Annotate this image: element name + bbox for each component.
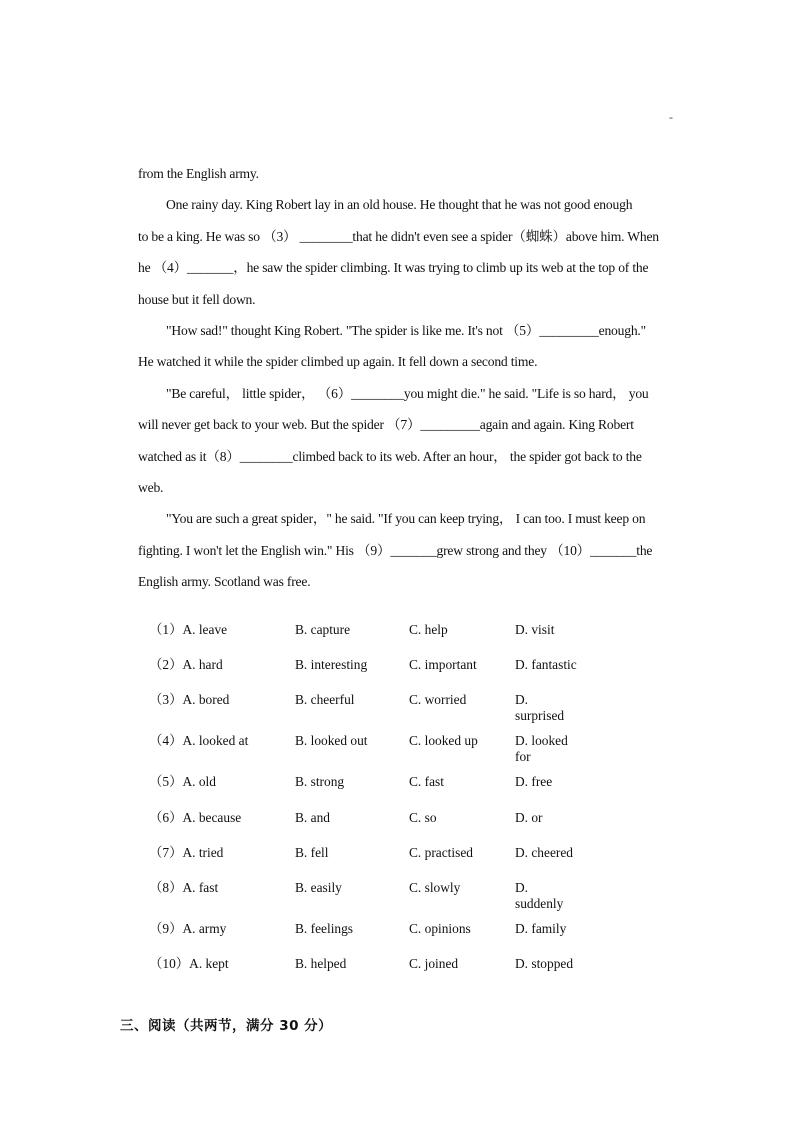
option-d: D. family: [515, 921, 567, 936]
option-b: B. capture: [295, 622, 351, 637]
option-a: （1）A. leave: [149, 622, 228, 637]
option-c: C. help: [409, 622, 448, 637]
passage-line: he （4）_______，he saw the spider climbing. It was trying to climb up its web at the top of the: [138, 260, 649, 276]
options-table: [149, 622, 609, 991]
option-row: [149, 810, 609, 845]
passage-line: watched as it（8）________climbed back to its web. After an hour， the spider got back to the: [138, 448, 642, 464]
option-d: D. free: [515, 774, 553, 789]
option-d: D. cheered: [515, 845, 573, 860]
option-d: D. or: [515, 810, 543, 825]
passage-line: "How sad!" thought King Robert. "The spider is like me. It's not （5）_________enough.": [166, 322, 646, 338]
option-a: （3）A. bored: [149, 692, 230, 707]
option-d: D. fantastic: [515, 657, 577, 672]
option-row: [149, 774, 609, 810]
passage-line: He watched it while the spider climbed up again. It fell down a second time.: [138, 354, 538, 370]
option-a: （4）A. looked at: [149, 733, 249, 748]
passage-line: house but it fell down.: [138, 291, 256, 307]
option-d: D. visit: [515, 622, 555, 637]
option-c: C. looked up: [409, 733, 478, 748]
option-a: （10）A. kept: [149, 956, 229, 971]
option-b: B. fell: [295, 845, 329, 860]
passage-line: "You are such a great spider，" he said. "If you can keep trying， I can too. I must keep on: [166, 511, 646, 527]
option-c: C. important: [409, 657, 477, 672]
option-c: C. fast: [409, 774, 444, 789]
option-b: B. looked out: [295, 733, 368, 748]
option-a: （9）A. army: [149, 921, 227, 936]
option-row: [149, 657, 609, 692]
option-b: B. feelings: [295, 921, 354, 936]
option-d: D. suddenly: [515, 880, 564, 911]
option-row: [149, 622, 609, 657]
option-b: B. easily: [295, 880, 342, 895]
option-c: C. so: [409, 810, 437, 825]
option-b: B. helped: [295, 956, 347, 971]
option-d: D. surprised: [515, 692, 565, 723]
option-b: B. interesting: [295, 657, 368, 672]
section-heading: 三、阅读（共两节，满分 30 分）: [120, 1018, 333, 1034]
option-b: B. and: [295, 810, 330, 825]
option-row: [149, 692, 609, 733]
option-b: B. cheerful: [295, 692, 355, 707]
option-a: （7）A. tried: [149, 845, 224, 860]
passage-line: One rainy day. King Robert lay in an old house. He thought that he was not good enough: [166, 197, 633, 213]
option-row: [149, 956, 609, 991]
option-row: [149, 880, 609, 921]
option-row: [149, 921, 609, 956]
option-c: C. slowly: [409, 880, 461, 895]
option-d: D. stopped: [515, 956, 574, 971]
option-row: [149, 733, 609, 774]
passage-line: web.: [138, 479, 164, 495]
option-a: （6）A. because: [149, 810, 242, 825]
option-a: （2）A. hard: [149, 657, 223, 672]
option-d: D. looked for: [515, 733, 568, 764]
passage-line: fighting. I won't let the English win." His （9）_______grew strong and they （10）_______the: [138, 542, 653, 558]
passage-line: English army. Scotland was free.: [138, 574, 311, 590]
passage-line: from the English army.: [138, 166, 259, 181]
page-mark: -: [669, 110, 673, 124]
option-c: C. opinions: [409, 921, 471, 936]
passage-line: will never get back to your web. But the spider （7）_________again and again. King Robert: [138, 417, 634, 433]
passage-line: to be a king. He was so （3） ________that he didn't even see a spider（蜘蛛）above him. When: [138, 228, 659, 244]
option-c: C. practised: [409, 845, 473, 860]
option-a: （8）A. fast: [149, 880, 219, 895]
option-c: C. joined: [409, 956, 459, 971]
cloze-passage: [138, 158, 690, 597]
option-row: [149, 845, 609, 880]
option-c: C. worried: [409, 692, 467, 707]
passage-line: "Be careful， little spider， （6）________you might die." he said. "Life is so hard， you: [166, 385, 649, 401]
option-a: （5）A. old: [149, 774, 216, 789]
option-b: B. strong: [295, 774, 345, 789]
